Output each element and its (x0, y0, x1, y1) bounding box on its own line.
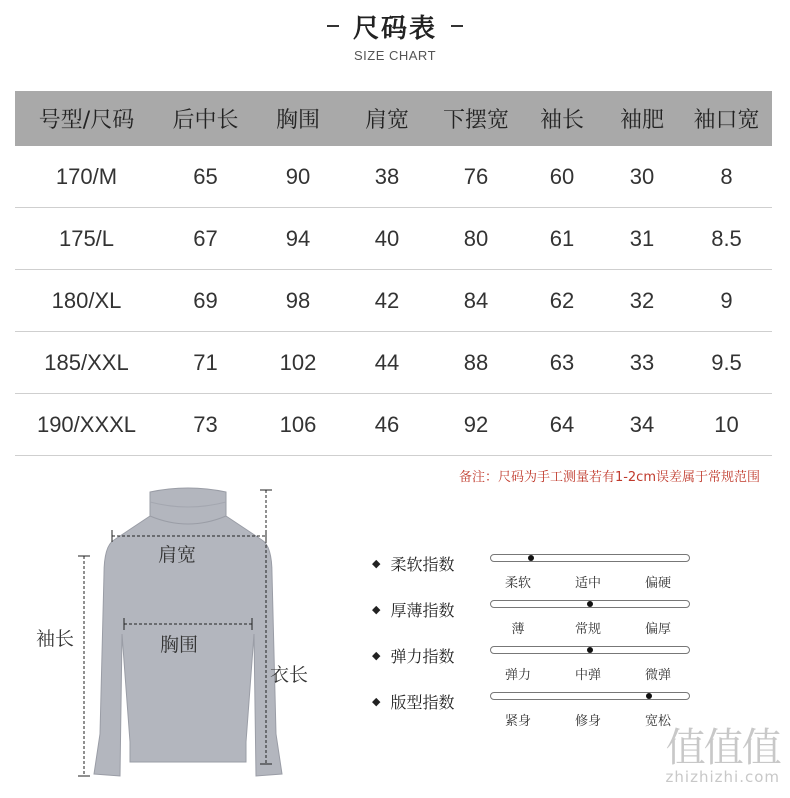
index-option-label: 偏厚 (644, 622, 672, 637)
size-table (15, 91, 772, 456)
chest-label: 胸围 (160, 634, 199, 656)
watermark (665, 725, 780, 786)
index-option-label: 微弹 (644, 668, 672, 683)
measurement-cell: 73 (158, 394, 253, 456)
table-header-cell: 袖长 (521, 91, 603, 146)
measurement-cell: 33 (603, 332, 681, 394)
index-track (490, 600, 690, 608)
index-title (372, 644, 454, 667)
size-chart-header (0, 6, 790, 63)
measurement-cell: 63 (521, 332, 603, 394)
diamond-bullet-icon: ◆ (372, 603, 381, 616)
index-option-label: 宽松 (644, 714, 672, 729)
diamond-bullet-icon: ◆ (372, 557, 381, 570)
table-header-cell: 号型/尺码 (15, 91, 158, 146)
measurement-note: 备注：尺码为手工测量若有1-2cm误差属于常规范围 (458, 470, 760, 485)
index-row (372, 636, 712, 682)
diamond-bullet-icon: ◆ (372, 649, 381, 662)
fabric-indices (372, 544, 712, 728)
measurement-cell: 64 (521, 394, 603, 456)
length-label: 衣长 (270, 664, 309, 686)
index-marker (646, 693, 652, 699)
measurement-cell: 90 (253, 146, 343, 208)
page-title: 尺码表 (352, 13, 437, 44)
index-option-label: 紧身 (504, 714, 532, 729)
measurement-cell: 98 (253, 270, 343, 332)
size-cell: 185/XXL (15, 332, 158, 394)
measurement-cell: 44 (343, 332, 431, 394)
measurement-cell: 31 (603, 208, 681, 270)
table-header-cell: 肩宽 (343, 91, 431, 146)
measurement-cell: 80 (431, 208, 521, 270)
measurement-cell: 94 (253, 208, 343, 270)
size-cell: 175/L (15, 208, 158, 270)
index-option-label: 薄 (511, 622, 525, 637)
measurement-cell: 46 (343, 394, 431, 456)
table-body (15, 146, 772, 456)
index-row (372, 682, 712, 728)
sleeve-label: 袖长 (36, 628, 75, 650)
measurement-cell: 102 (253, 332, 343, 394)
measurement-cell: 30 (603, 146, 681, 208)
index-title-text: 版型指数 (390, 693, 455, 712)
measurement-cell: 40 (343, 208, 431, 270)
index-title-text: 柔软指数 (390, 555, 455, 574)
index-track (490, 692, 690, 700)
table-row (15, 332, 772, 394)
index-option-label: 偏硬 (644, 576, 672, 591)
measurement-cell: 67 (158, 208, 253, 270)
index-marker (528, 555, 534, 561)
shoulder-label: 肩宽 (158, 544, 197, 566)
table-header-cell: 袖口宽 (681, 91, 772, 146)
table-header-row (15, 91, 772, 146)
measurement-cell: 9.5 (681, 332, 772, 394)
index-option-label: 中弹 (574, 668, 602, 683)
table-row (15, 270, 772, 332)
table-row (15, 394, 772, 456)
measurement-cell: 42 (343, 270, 431, 332)
measurement-cell: 9 (681, 270, 772, 332)
title-dash-left (327, 25, 339, 27)
index-title (372, 598, 454, 621)
index-marker (587, 601, 593, 607)
table-header-cell: 袖肥 (603, 91, 681, 146)
index-marker (587, 647, 593, 653)
table-header-cell: 胸围 (253, 91, 343, 146)
measurement-cell: 84 (431, 270, 521, 332)
watermark-url: zhizhizhi.com (665, 768, 780, 786)
measurement-cell: 60 (521, 146, 603, 208)
index-title (372, 690, 454, 713)
index-title-text: 厚薄指数 (390, 601, 455, 620)
measurement-cell: 61 (521, 208, 603, 270)
size-cell: 190/XXXL (15, 394, 158, 456)
size-cell: 180/XL (15, 270, 158, 332)
index-option-label: 修身 (574, 714, 602, 729)
measurement-cell: 65 (158, 146, 253, 208)
measurement-cell: 34 (603, 394, 681, 456)
measurement-cell: 71 (158, 332, 253, 394)
table-header-cell: 后中长 (158, 91, 253, 146)
measurement-cell: 106 (253, 394, 343, 456)
index-row (372, 590, 712, 636)
measurement-cell: 10 (681, 394, 772, 456)
index-option-label: 柔软 (504, 576, 532, 591)
diamond-bullet-icon: ◆ (372, 695, 381, 708)
index-title-text: 弹力指数 (390, 647, 455, 666)
index-option-label: 常规 (574, 622, 602, 637)
measurement-cell: 92 (431, 394, 521, 456)
size-cell: 170/M (15, 146, 158, 208)
index-title (372, 552, 454, 575)
table-header-cell: 下摆宽 (431, 91, 521, 146)
index-track (490, 646, 690, 654)
measurement-cell: 38 (343, 146, 431, 208)
index-row (372, 544, 712, 590)
table-row (15, 146, 772, 208)
measurement-cell: 32 (603, 270, 681, 332)
garment-diagram (0, 484, 360, 794)
index-option-label: 适中 (574, 576, 602, 591)
measurement-cell: 8 (681, 146, 772, 208)
title-dash-right (451, 25, 463, 27)
measurement-cell: 62 (521, 270, 603, 332)
index-track (490, 554, 690, 562)
measurement-cell: 8.5 (681, 208, 772, 270)
measurement-cell: 69 (158, 270, 253, 332)
index-option-label: 弹力 (504, 668, 532, 683)
measurement-cell: 76 (431, 146, 521, 208)
title-row (0, 6, 790, 46)
watermark-logo: 值值值 (665, 725, 780, 771)
measurement-cell: 88 (431, 332, 521, 394)
page-subtitle: SIZE CHART (353, 48, 437, 63)
table-row (15, 208, 772, 270)
